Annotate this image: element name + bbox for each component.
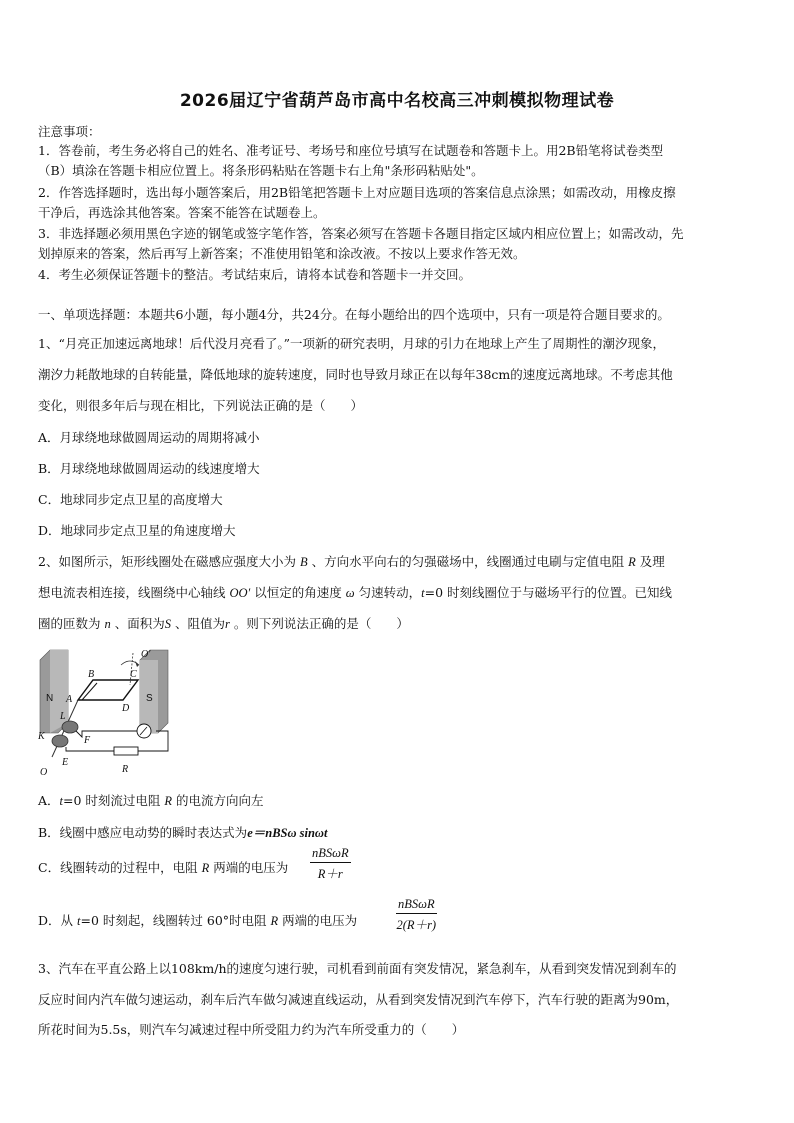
notice-line-6: 划掉原来的答案，然后再写上新答案；不准使用铅笔和涂改液。不按以上要求作答无效。 xyxy=(38,246,526,261)
magnet-s-label: S xyxy=(146,693,153,704)
q1-stem-line-3: 变化，则很多年后与现在相比，下列说法正确的是（ ） xyxy=(38,398,364,413)
q1-option-b: B．月球绕地球做圆周运动的线速度增大 xyxy=(38,461,260,476)
q2-option-c: C．线圈转动的过程中，电阻 R 两端的电压为 xyxy=(38,860,289,875)
notice-line-7: 4．考生必须保证答题卡的整洁。考试结束后，请将本试卷和答题卡一并交回。 xyxy=(38,267,471,282)
label-o-prime: O′ xyxy=(141,649,151,660)
rectangular-coil xyxy=(78,680,138,700)
q2-option-d: D．从 t=0 时刻起，线圈转过 60°时电阻 R 两端的电压为 xyxy=(38,913,358,928)
slip-ring-upper xyxy=(62,721,78,733)
q3-stem-line-2: 反应时间内汽车做匀速运动，刹车后汽车做匀减速直线运动，从看到突发情况到汽车停下，汽车行驶的距离为90m， xyxy=(38,992,679,1007)
q1-option-a: A．月球绕地球做圆周运动的周期将减小 xyxy=(38,430,260,445)
q2-option-d-fraction: nBSωR 2(R＋r) xyxy=(396,897,437,932)
q2-stem-line-1: 2、如图所示，矩形线圈处在磁感应强度大小为 B 、方向水平向右的匀强磁场中，线圈通过电刷与定值电阻 R 及理 xyxy=(38,554,665,569)
label-a: A xyxy=(66,694,73,705)
q2-stem-line-3: 圈的匝数为 n 、面积为S 、阻值为r 。则下列说法正确的是（ ） xyxy=(38,616,409,631)
magnet-n-label: N xyxy=(46,693,54,704)
q3-stem-line-1: 3、汽车在平直公路上以108km/h的速度匀速行驶，司机看到前面有突发情况，紧急刹车，从看到突发情况到刹车的 xyxy=(38,961,677,976)
notice-header: 注意事项： xyxy=(38,124,101,139)
label-l: L xyxy=(60,711,66,722)
generator-diagram xyxy=(38,645,178,780)
q2-option-c-fraction: nBSωR R＋r xyxy=(312,846,349,881)
q2-option-b: B．线圈中感应电动势的瞬时表达式为e＝nBSω sinωt xyxy=(38,825,328,840)
label-e: E xyxy=(62,757,69,768)
notice-line-5: 3．非选择题必须用黑色字迹的钢笔或签字笔作答，答案必须写在答题卡各题目指定区域内相应位置上；如需改动，先 xyxy=(38,226,684,241)
label-k: K xyxy=(38,731,45,742)
q2-stem-line-2: 想电流表相连接，线圈绕中心轴线 OO′ 以恒定的角速度 ω 匀速转动，t=0 时刻线圈位于与磁场平行的位置。已知线 xyxy=(38,585,672,600)
notice-line-2: （B）填涂在答题卡相应位置上。将条形码粘贴在答题卡右上角"条形码粘贴处"。 xyxy=(38,163,484,178)
label-f: F xyxy=(84,735,91,746)
q1-option-c: C．地球同步定点卫星的高度增大 xyxy=(38,492,223,507)
resistor-r xyxy=(114,747,138,755)
q1-stem-line-1: 1、“月亮正加速远离地球！后代没月亮看了。”一项新的研究表明，月球的引力在地球上产生了周期性的潮汐现象， xyxy=(38,336,665,351)
q3-stem-line-3: 所花时间为5.5s，则汽车匀减速过程中所受阻力约为汽车所受重力的（ ） xyxy=(38,1022,465,1037)
exam-title: 2026届辽宁省葫芦岛市高中名校高三冲刺模拟物理试卷 xyxy=(179,91,615,111)
label-o: O xyxy=(40,767,48,778)
circuit-lower-wire xyxy=(66,747,114,751)
notice-line-1: 1．答卷前，考生务必将自己的姓名、准考证号、考场号和座位号填写在试题卷和答题卡上。用2B铅笔将试卷类型 xyxy=(38,143,664,158)
label-r: R xyxy=(122,764,129,775)
notice-line-3: 2．作答选择题时，选出每小题答案后，用2B铅笔把答题卡上对应题目选项的答案信息点涂黑；如需改动，用橡皮擦 xyxy=(38,185,676,200)
q1-stem-line-2: 潮汐力耗散地球的自转能量，降低地球的旋转速度，同时也导致月球正在以每年38cm的速度远离地球。不考虑其他 xyxy=(38,367,673,382)
label-b: B xyxy=(88,669,95,680)
q2-option-a: A．t=0 时刻流过电阻 R 的电流方向向左 xyxy=(38,793,264,808)
label-c: C xyxy=(130,669,137,680)
q1-option-d: D．地球同步定点卫星的角速度增大 xyxy=(38,523,236,538)
slip-ring-lower xyxy=(52,735,68,747)
circuit-upper-wire xyxy=(76,731,118,737)
label-d: D xyxy=(122,703,130,714)
notice-line-4: 干净后，再选涂其他答案。答案不能答在试题卷上。 xyxy=(38,205,326,220)
section-heading: 一、单项选择题：本题共6小题，每小题4分，共24分。在每小题给出的四个选项中，只有一项是符合题目要求的。 xyxy=(38,307,670,322)
